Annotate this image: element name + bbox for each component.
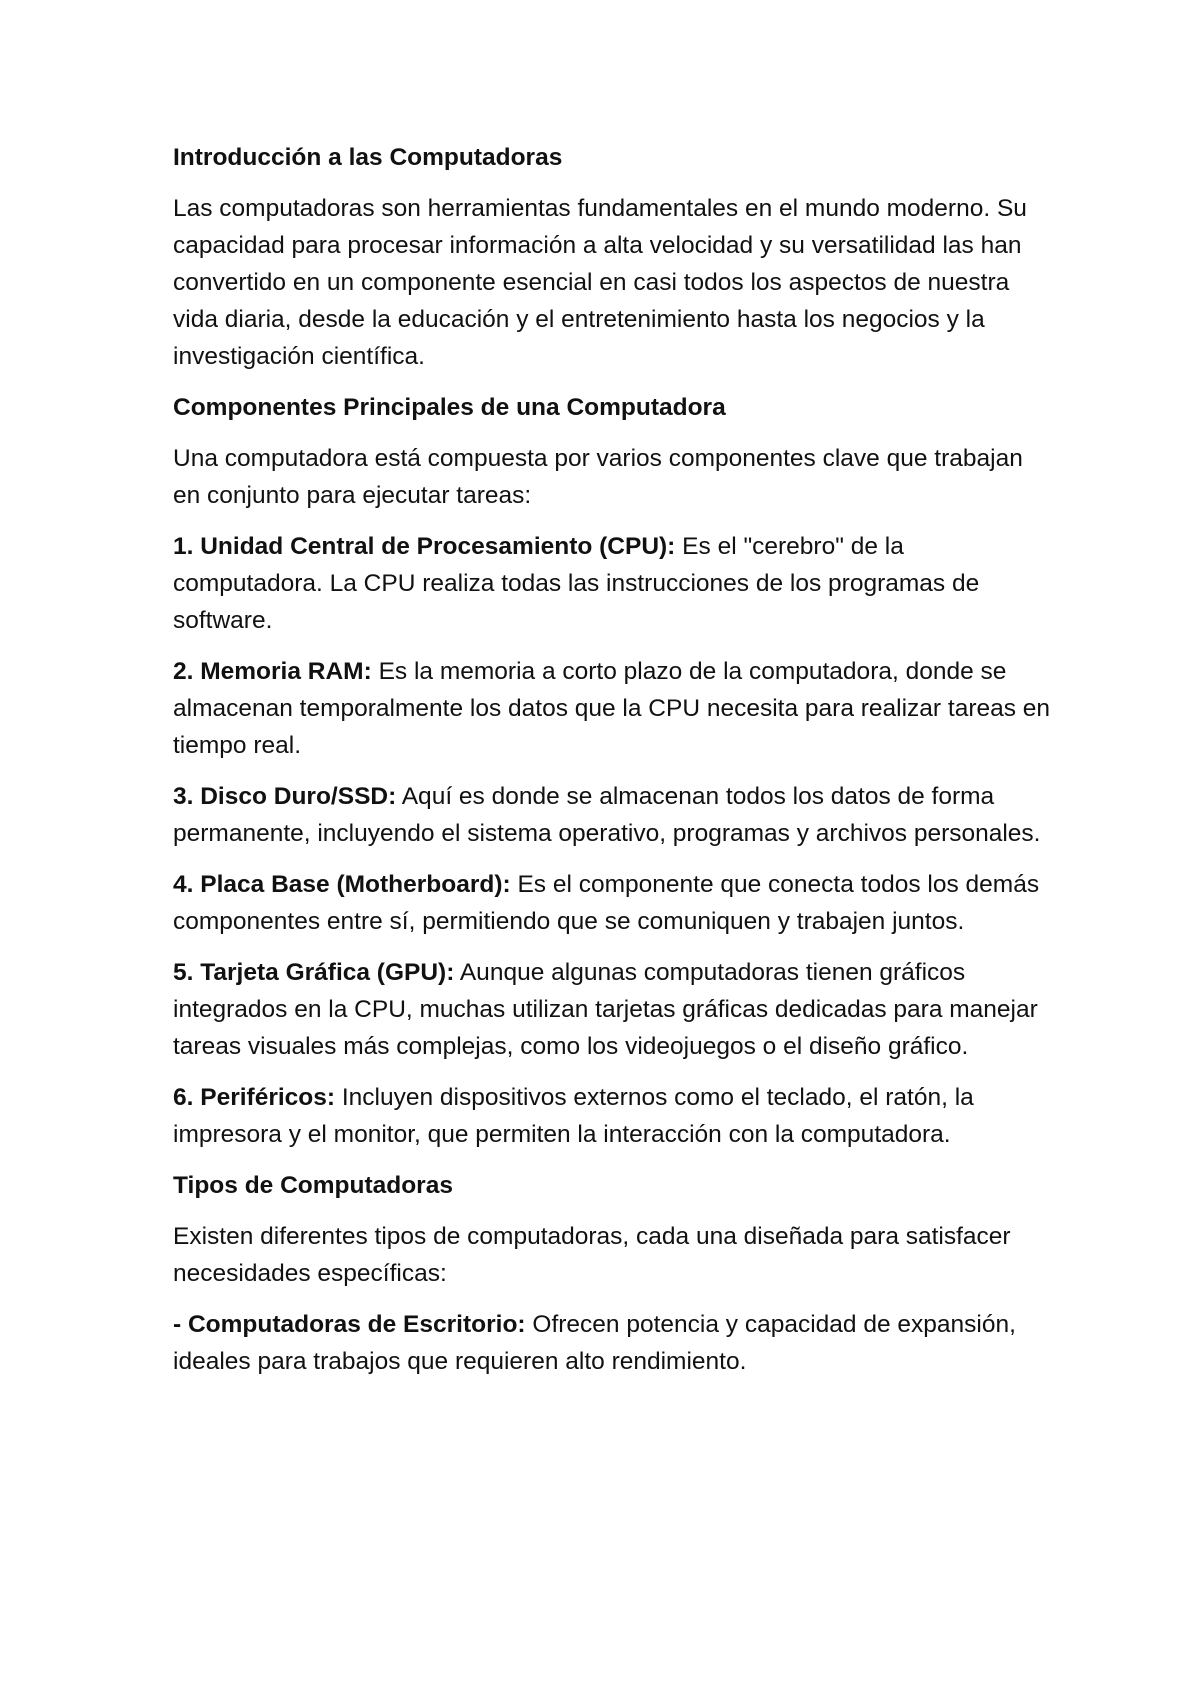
list-item-text: Es la memoria a corto plazo de la computadora, donde se almacenan temporalmente los datos que la CPU necesita para realizar tareas en tiempo real. [173, 658, 1051, 759]
list-item-text: Aquí es donde se almacenan todos los datos de forma permanente, incluyendo el sistema operativo, programas y archivos personales. [173, 783, 1041, 847]
list-item-text: Incluyen dispositivos externos como el teclado, el ratón, la impresora y el monitor, que permiten la interacción con la computadora. [173, 1084, 974, 1148]
list-item-lead: 1. Unidad Central de Procesamiento (CPU): [173, 533, 676, 560]
list-item-text: Ofrecen potencia y capacidad de expansión, ideales para trabajos que requieren alto rendimiento. [173, 1311, 1016, 1375]
section-heading-componentes: Componentes Principales de una Computadora [173, 394, 726, 421]
list-item-ram [173, 653, 1053, 764]
list-item-cpu [173, 528, 1053, 639]
list-item-lead: 4. Placa Base (Motherboard): [173, 871, 511, 898]
section-heading-introduccion: Introducción a las Computadoras [173, 144, 563, 171]
list-item-escritorio [173, 1306, 1053, 1380]
paragraph-tipos-intro: Existen diferentes tipos de computadoras, cada una diseñada para satisfacer necesidades específicas: [173, 1223, 1011, 1287]
list-item-text: Es el "cerebro" de la computadora. La CPU realiza todas las instrucciones de los programas de software. [173, 533, 980, 634]
document-page [173, 139, 1053, 1394]
list-item-gpu [173, 954, 1053, 1065]
list-item-lead: 6. Periféricos: [173, 1084, 336, 1111]
list-item-placa-base [173, 866, 1053, 940]
list-item-text: Aunque algunas computadoras tienen gráficos integrados en la CPU, muchas utilizan tarjetas gráficas dedicadas para manejar tareas visuales más complejas, como los videojuegos o el diseño gráfico. [173, 959, 1038, 1060]
list-item-lead: - Computadoras de Escritorio: [173, 1311, 526, 1338]
list-item-lead: 3. Disco Duro/SSD: [173, 783, 397, 810]
paragraph-introduccion: Las computadoras son herramientas fundamentales en el mundo moderno. Su capacidad para procesar información a alta velocidad y su versatilidad las han convertido en un componente esencial en casi todos los aspectos de nuestra vida diaria, desde la educación y el entretenimiento hasta los negocios y la investigación científica. [173, 195, 1027, 370]
paragraph-componentes-intro: Una computadora está compuesta por varios componentes clave que trabajan en conjunto para ejecutar tareas: [173, 445, 1023, 509]
list-item-perifericos [173, 1079, 1053, 1153]
list-item-lead: 5. Tarjeta Gráfica (GPU): [173, 959, 455, 986]
list-item-disco [173, 778, 1053, 852]
list-item-text: Es el componente que conecta todos los demás componentes entre sí, permitiendo que se comuniquen y trabajen juntos. [173, 871, 1040, 935]
list-item-lead: 2. Memoria RAM: [173, 658, 372, 685]
section-heading-tipos: Tipos de Computadoras [173, 1172, 453, 1199]
